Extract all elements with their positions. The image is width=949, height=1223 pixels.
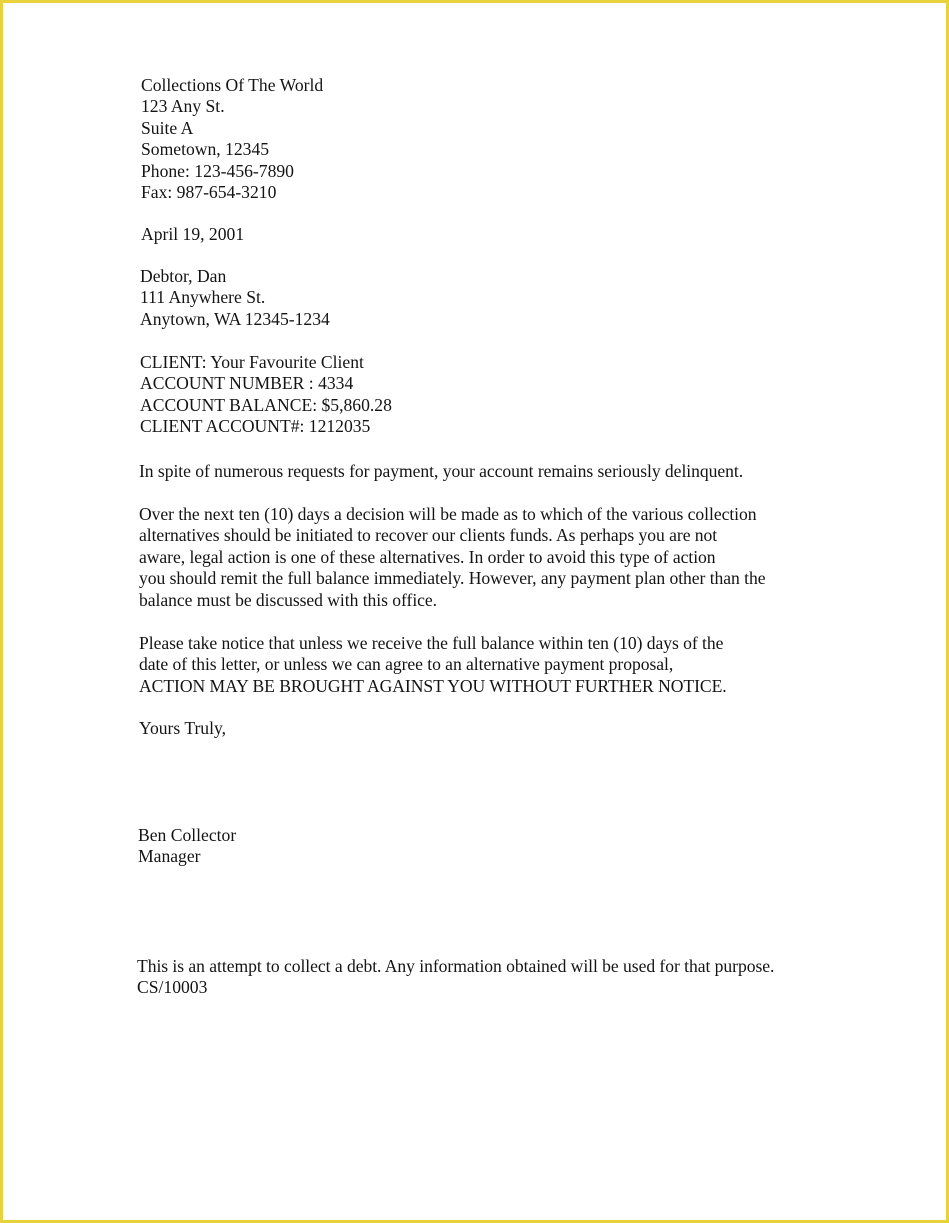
client-line: CLIENT: Your Favourite Client <box>140 352 364 372</box>
account-balance-line: ACCOUNT BALANCE: $5,860.28 <box>140 394 392 415</box>
closing-block <box>139 718 226 739</box>
signature-block <box>138 825 236 868</box>
intro-text: In spite of numerous requests for payment, your account remains seriously delinquent. <box>139 461 744 481</box>
sender-city: Sometown, 12345 <box>141 139 270 160</box>
body-paragraph-1 <box>139 504 766 611</box>
body1-line: alternatives should be initiated to recover our clients funds. As perhaps you are not <box>139 525 718 546</box>
sender-fax: Fax: 987-654-3210 <box>141 182 277 203</box>
sender-address-block <box>141 75 323 203</box>
body1-line: Over the next ten (10) days a decision will be made as to which of the various collection <box>139 504 757 524</box>
reference-code: CS/10003 <box>137 977 208 998</box>
recipient-street: 111 Anywhere St. <box>140 287 266 308</box>
body1-line: you should remit the full balance immediately. However, any payment plan other than the <box>139 568 766 589</box>
signer-title: Manager <box>138 846 201 867</box>
body1-line: balance must be discussed with this office. <box>139 589 438 610</box>
closing-salutation: Yours Truly, <box>139 718 227 738</box>
letter-date-block <box>141 224 244 245</box>
disclaimer-text: This is an attempt to collect a debt. Any information obtained will be used for that purpose. <box>137 956 775 976</box>
sender-phone: Phone: 123-456-7890 <box>141 160 294 181</box>
sender-street: 123 Any St. <box>141 96 225 117</box>
body-paragraph-2 <box>139 633 727 697</box>
disclaimer-block <box>137 956 774 999</box>
recipient-city: Anytown, WA 12345-1234 <box>140 308 330 329</box>
recipient-name: Debtor, Dan <box>140 266 227 286</box>
letter-date: April 19, 2001 <box>141 224 245 244</box>
faint-watermark <box>43 1172 46 1183</box>
client-account-line: CLIENT ACCOUNT#: 1212035 <box>140 416 371 437</box>
body1-line: aware, legal action is one of these alternatives. In order to avoid this type of action <box>139 546 716 567</box>
signer-name: Ben Collector <box>138 825 237 845</box>
body2-warning-line: ACTION MAY BE BROUGHT AGAINST YOU WITHOUT FURTHER NOTICE. <box>139 675 727 696</box>
body2-line: date of this letter, or unless we can agree to an alternative payment proposal, <box>139 654 674 675</box>
account-details-block <box>140 352 392 438</box>
sender-company-name: Collections Of The World <box>141 75 324 95</box>
account-number-line: ACCOUNT NUMBER : 4334 <box>140 373 354 394</box>
recipient-address-block <box>140 266 330 330</box>
intro-paragraph <box>139 461 743 482</box>
body2-line: Please take notice that unless we receive the full balance within ten (10) days of the <box>139 633 724 653</box>
sender-suite: Suite A <box>141 117 194 138</box>
